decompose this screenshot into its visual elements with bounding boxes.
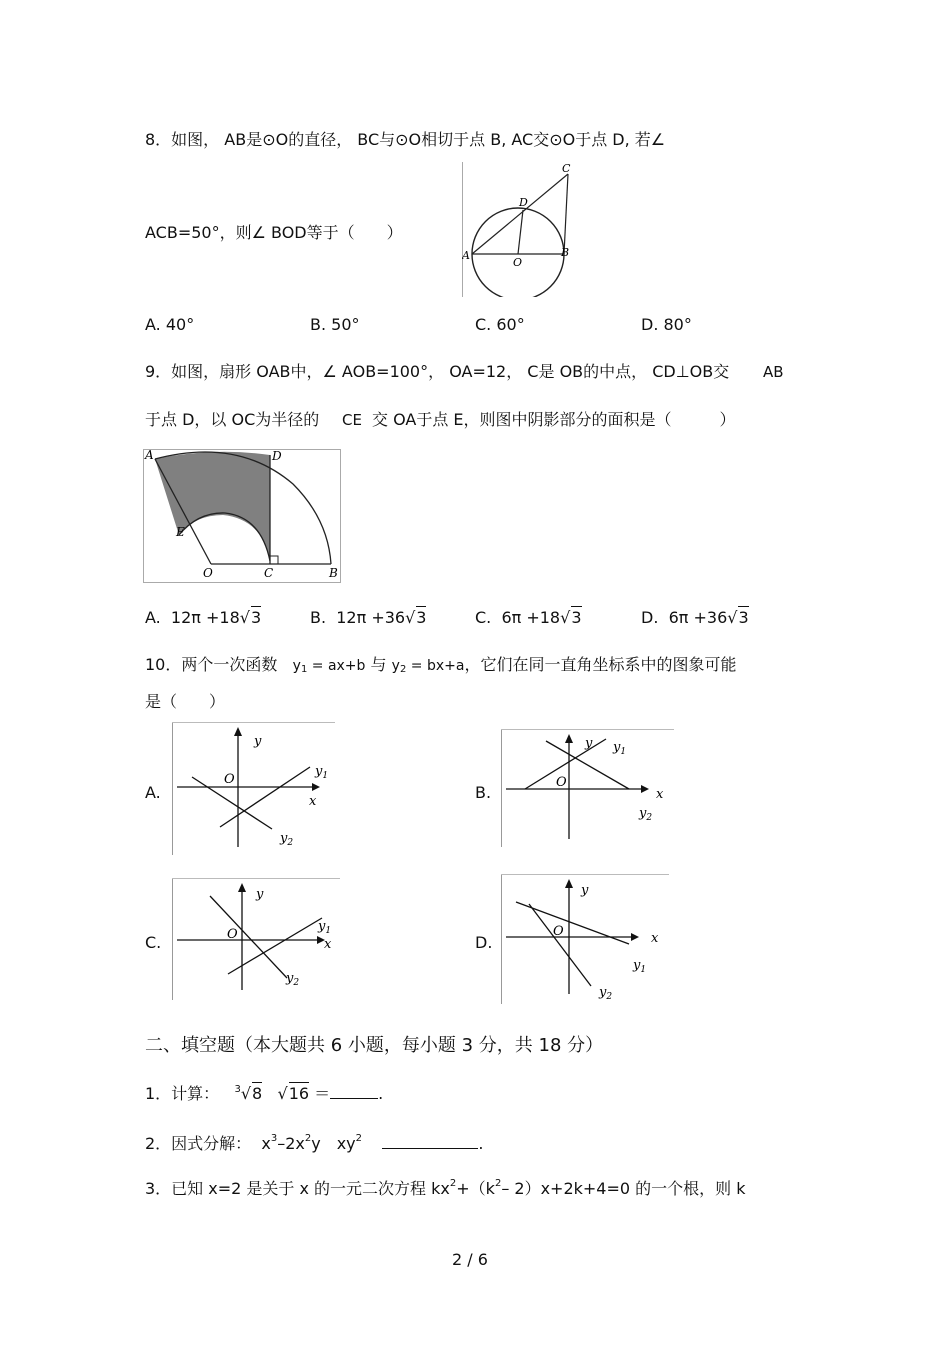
svg-text:y2: $y_2$ bbox=[599, 985, 613, 1002]
fill-q3: 3．已知 x=2 是关于 x 的一元二次方程 $kx^2+(k^2-$ 2）x+2k+4=0 的一个根，则 k bbox=[145, 1178, 746, 1198]
svg-text:y: y bbox=[585, 736, 593, 751]
q10-line2: 是（ ） bbox=[145, 692, 226, 711]
q8-option-b: B. 50° bbox=[310, 315, 360, 334]
svg-text:O: O bbox=[553, 924, 564, 939]
svg-text:x: x bbox=[656, 787, 664, 802]
q9-option-d: D. 6π +36√3 bbox=[641, 608, 749, 627]
fill-q2: 2．因式分解： $x^3-2x^2y$ $xy^2$ . bbox=[145, 1133, 484, 1153]
section-2-title: 二、填空题（本大题共 6 小题，每小题 3 分，共 18 分） bbox=[145, 1035, 604, 1056]
fill-q2-blank[interactable] bbox=[382, 1148, 478, 1149]
svg-text:O: O bbox=[224, 772, 235, 787]
svg-text:x: x bbox=[651, 931, 659, 946]
q8-option-d: D. 80° bbox=[641, 315, 692, 334]
q9-arc-ce: CE bbox=[342, 411, 362, 429]
q9-label-c: C bbox=[264, 566, 274, 580]
q8-line1: 8．如图， AB是⊙O的直径， BC与⊙O相切于点 B, AC交⊙O于点 D, 若∠ bbox=[145, 130, 666, 149]
q8-label-o: O bbox=[513, 256, 523, 269]
fill-q1: 1．计算： $^3$√8 √16 ＝ . bbox=[145, 1084, 384, 1103]
svg-text:O: O bbox=[227, 927, 238, 942]
q9-option-a: A. 12π +18√3 bbox=[145, 608, 262, 627]
q10-graph-c bbox=[172, 878, 340, 1000]
q8-label-b: B bbox=[561, 246, 570, 259]
fill-q1-blank[interactable] bbox=[330, 1098, 378, 1099]
q9-figure bbox=[143, 449, 341, 583]
svg-text:x: x bbox=[309, 794, 317, 809]
svg-text:y1: $y_1$ bbox=[315, 764, 329, 781]
q9-line1: 9．如图，扇形 OAB中，∠ AOB=100°， OA=12， C是 OB的中点， CD⊥OB交 bbox=[145, 362, 730, 381]
q9-option-d-root: 3 bbox=[738, 608, 749, 627]
svg-text:x: x bbox=[324, 937, 332, 952]
q9-line2-end: 交 OA于点 E，则图中阴影部分的面积是（ ） bbox=[372, 410, 736, 429]
q9-option-c: C. 6π +18√3 bbox=[475, 608, 582, 627]
q8-option-a: A. 40° bbox=[145, 315, 195, 334]
q9-arc-ab: AB bbox=[763, 363, 784, 381]
svg-text:y: y bbox=[256, 887, 264, 902]
q9-label-d: D bbox=[272, 449, 282, 463]
q10-graph-a bbox=[172, 722, 335, 855]
q8-figure bbox=[462, 162, 574, 297]
svg-text:y1: $y_1$ bbox=[318, 919, 332, 936]
svg-text:y1: $y_1$ bbox=[613, 740, 627, 757]
svg-text:y2: $y_2$ bbox=[280, 831, 294, 848]
svg-text:O: O bbox=[556, 775, 567, 790]
q9-option-c-root: 3 bbox=[571, 608, 582, 627]
q9-label-e: E bbox=[176, 525, 185, 539]
q9-label-a: A bbox=[145, 449, 154, 462]
q10-option-d-label: D. bbox=[475, 933, 493, 952]
q9-option-b: B. 12π +36√3 bbox=[310, 608, 427, 627]
svg-text:y: y bbox=[254, 734, 262, 749]
q9-option-a-root: 3 bbox=[250, 608, 262, 627]
svg-text:y2: $y_2$ bbox=[286, 971, 300, 988]
q10-option-c-label: C. bbox=[145, 933, 162, 952]
q10-graph-b bbox=[501, 729, 674, 847]
q9-line2-start: 于点 D，以 OC为半径的 bbox=[145, 410, 320, 429]
svg-text:y: y bbox=[581, 883, 589, 898]
q8-label-a: A bbox=[462, 249, 470, 262]
page-number: 2 / 6 bbox=[452, 1250, 488, 1269]
q8-label-d: D bbox=[519, 196, 528, 209]
q10-option-a-label: A. bbox=[145, 783, 161, 802]
q8-option-c: C. 60° bbox=[475, 315, 525, 334]
svg-text:y1: $y_1$ bbox=[633, 958, 647, 975]
q9-option-b-root: 3 bbox=[416, 608, 427, 627]
q9-label-b: B bbox=[329, 566, 338, 580]
svg-text:y2: $y_2$ bbox=[639, 806, 653, 823]
q8-label-c: C bbox=[562, 162, 571, 175]
q10-option-b-label: B. bbox=[475, 783, 492, 802]
q10-graph-d bbox=[501, 874, 669, 1004]
q10-line1: 10．两个一次函数 $y_1 = ax+b$ 与 $y_2 = bx+a$，它们在同一直角坐标系中的图象可能 bbox=[145, 655, 737, 675]
q9-shaded-region bbox=[155, 452, 270, 559]
q8-line2: ACB=50°，则∠ BOD等于（ ） bbox=[145, 223, 403, 242]
q9-label-o: O bbox=[203, 566, 213, 580]
